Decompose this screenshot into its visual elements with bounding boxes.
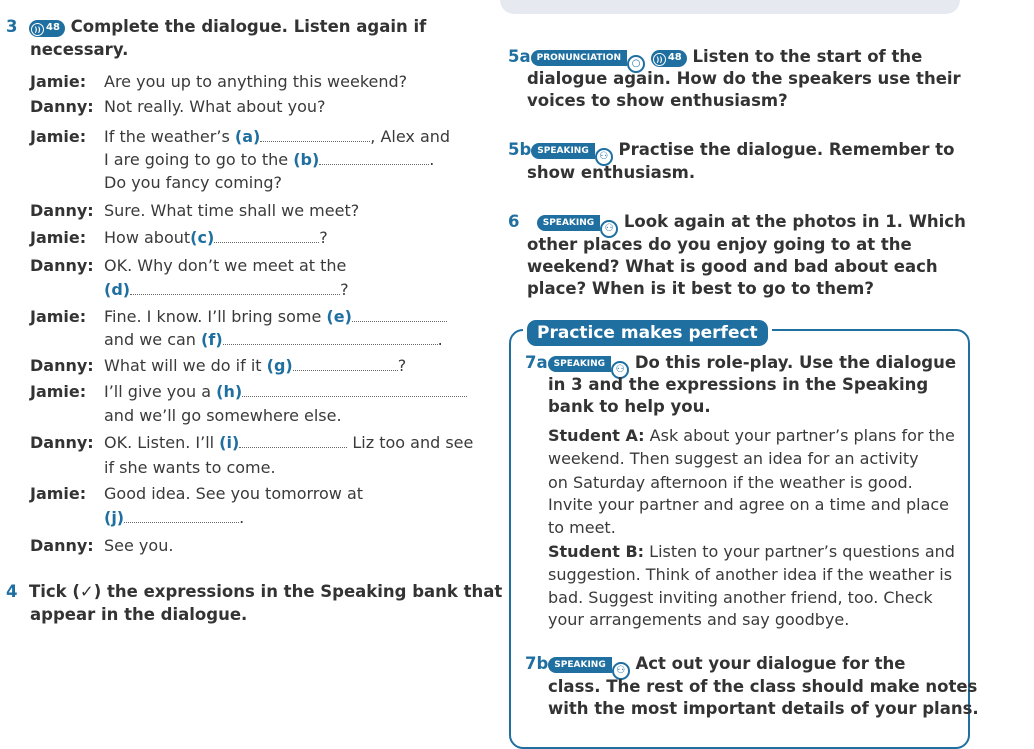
people-icon: ⚇ <box>600 220 618 238</box>
speaking-badge: SPEAKING <box>548 657 611 673</box>
audio-track-button[interactable] <box>651 50 687 67</box>
exercise-number: 7b <box>525 654 549 673</box>
gap-a[interactable] <box>260 127 370 142</box>
text: How about <box>104 228 191 247</box>
text: ? <box>319 228 328 247</box>
dialogue-line: OK. Why don’t we meet at the <box>104 256 347 275</box>
exercise-3-title <box>6 17 426 37</box>
text: ? <box>340 280 349 299</box>
exercise-4-title <box>6 582 502 602</box>
dialogue-line: Good idea. See you tomorrow at <box>104 484 364 503</box>
gap-e[interactable] <box>352 307 447 322</box>
title-line: with the most important details of your plans. <box>548 699 979 718</box>
dialogue-line: See you. <box>104 536 174 555</box>
dialogue-line: Do you fancy coming? <box>104 173 283 192</box>
title-line: bank to help you. <box>548 397 711 416</box>
text: I’ll give you a <box>104 382 212 401</box>
text: Look again at the photos in 1. Which <box>623 212 966 231</box>
text: Practise the dialogue. Remember to <box>618 140 955 159</box>
gap-label: (f) <box>201 330 223 349</box>
text-line: weekend. Then suggest an idea for an activity <box>548 449 919 468</box>
text: ? <box>397 356 407 375</box>
speaker: Danny: <box>30 356 94 375</box>
title-line: weekend? What is good and bad about each <box>527 257 938 276</box>
gap-h[interactable] <box>242 382 467 397</box>
title-line: place? When is it best to go to them? <box>527 279 874 298</box>
previous-box <box>500 0 960 14</box>
exercise-number: 5b <box>508 140 532 159</box>
text: Fine. I know. I’ll bring some <box>104 307 322 326</box>
dialogue-line: Not really. What about you? <box>104 97 326 116</box>
title-line: class. The rest of the class should make notes <box>548 677 978 696</box>
people-icon: ⚇ <box>611 361 629 379</box>
title-line: appear in the dialogue. <box>30 605 248 624</box>
speaker: Danny: <box>30 201 94 220</box>
gap-label: (h) <box>216 382 243 401</box>
text-line: Invite your partner and agree on a time and place <box>548 495 950 514</box>
dialogue-line <box>104 330 443 350</box>
gap-label: (j) <box>104 508 125 527</box>
dialogue-line <box>104 433 473 453</box>
group-icon: ⚇ <box>612 662 630 680</box>
gap-c[interactable] <box>214 228 319 243</box>
label: Student A: <box>548 426 645 445</box>
text: If the weather’s <box>104 127 230 146</box>
text: Ask about your partner’s plans for the <box>649 426 955 445</box>
audio-track-button[interactable] <box>29 20 65 37</box>
exercise-number: 6 <box>508 212 520 231</box>
text: Liz too and see <box>352 433 474 452</box>
text: I are going to go to the <box>104 150 289 169</box>
dialogue-line: and we’ll go somewhere else. <box>104 406 342 425</box>
gap-label: (i) <box>219 433 240 452</box>
speaking-badge: SPEAKING <box>531 143 594 159</box>
speaking-badge: SPEAKING <box>548 356 611 372</box>
track-number: 48 <box>45 22 60 33</box>
gap-label: (e) <box>326 307 352 326</box>
gap-label: (b) <box>293 150 320 169</box>
gap-d[interactable] <box>130 280 340 295</box>
text: , Alex and <box>370 127 451 146</box>
dialogue-line <box>104 307 447 327</box>
text: . <box>437 330 443 349</box>
dialogue-line: Are you up to anything this weekend? <box>104 72 408 91</box>
gap-label: (d) <box>104 280 131 299</box>
title-line: dialogue again. How do the speakers use their <box>527 69 961 88</box>
speech-bubble-icon: ○ <box>627 55 645 73</box>
text: Tick (✓) the expressions in the Speaking bank that <box>28 582 503 601</box>
pronunciation-badge: PRONUNCIATION <box>531 50 627 66</box>
dialogue-line <box>104 356 406 376</box>
gap-label: (c) <box>190 228 215 247</box>
text: Act out your dialogue for the <box>635 654 906 673</box>
text-line: bad. Suggest inviting another friend, too. Check <box>548 588 933 607</box>
gap-g[interactable] <box>293 356 398 371</box>
audio-icon: )) <box>31 23 44 36</box>
text-line: on Saturday afternoon if the weather is good. <box>548 473 913 492</box>
audio-icon: )) <box>653 53 666 66</box>
student-b-line <box>548 542 955 562</box>
speaker: Jamie: <box>30 382 87 401</box>
title-line: Complete the dialogue. Listen again if <box>70 17 427 36</box>
label: Student B: <box>548 542 645 561</box>
track-number: 48 <box>667 52 682 63</box>
student-a-line <box>548 426 955 446</box>
speaker: Jamie: <box>30 72 87 91</box>
text: . <box>429 150 435 169</box>
gap-i[interactable] <box>239 433 347 448</box>
people-icon: ⚇ <box>595 148 613 166</box>
dialogue-line <box>104 382 467 402</box>
exercise-number: 4 <box>6 582 18 601</box>
title-line: show enthusiasm. <box>527 163 696 182</box>
speaker: Danny: <box>30 433 94 452</box>
title-line: other places do you enjoy going to at the <box>527 235 912 254</box>
dialogue-line <box>104 127 450 147</box>
practice-box-title: Practice makes perfect <box>523 316 772 350</box>
speaker: Jamie: <box>30 307 87 326</box>
text-line: your arrangements and say goodbye. <box>548 610 850 629</box>
text: Listen to the start of the <box>692 47 923 66</box>
text-line: suggestion. Think of another idea if the weather is <box>548 565 953 584</box>
exercise-number: 3 <box>6 17 18 36</box>
exercise-number: 5a <box>508 47 531 66</box>
speaker: Danny: <box>30 256 94 275</box>
text: OK. Listen. I’ll <box>104 433 215 452</box>
gap-f[interactable] <box>223 330 438 345</box>
speaker: Jamie: <box>30 127 87 146</box>
gap-j[interactable] <box>124 508 239 523</box>
dialogue-line: Sure. What time shall we meet? <box>104 201 360 220</box>
gap-label: (g) <box>266 356 293 375</box>
dialogue-line <box>104 280 349 300</box>
speaker: Jamie: <box>30 484 87 503</box>
title-line: voices to show enthusiasm? <box>527 91 788 110</box>
speaking-badge: SPEAKING <box>537 215 600 231</box>
title-line: necessary. <box>30 40 129 59</box>
exercise-number: 7a <box>525 353 548 372</box>
text-line: to meet. <box>548 518 616 537</box>
dialogue-line <box>104 508 244 528</box>
text: . <box>239 508 245 527</box>
text: and we can <box>104 330 196 349</box>
speaker: Jamie: <box>30 228 87 247</box>
speaker: Danny: <box>30 97 94 116</box>
speaker: Danny: <box>30 536 94 555</box>
text: Listen to your partner’s questions and <box>649 542 955 561</box>
text: What will we do if it <box>104 356 262 375</box>
title-line: in 3 and the expressions in the Speaking <box>548 375 929 394</box>
dialogue-line <box>104 150 434 170</box>
dialogue-line: if she wants to come. <box>104 458 276 477</box>
text: Do this role-play. Use the dialogue <box>634 353 957 372</box>
gap-b[interactable] <box>319 150 429 165</box>
gap-label: (a) <box>234 127 261 146</box>
dialogue-line <box>104 228 328 248</box>
